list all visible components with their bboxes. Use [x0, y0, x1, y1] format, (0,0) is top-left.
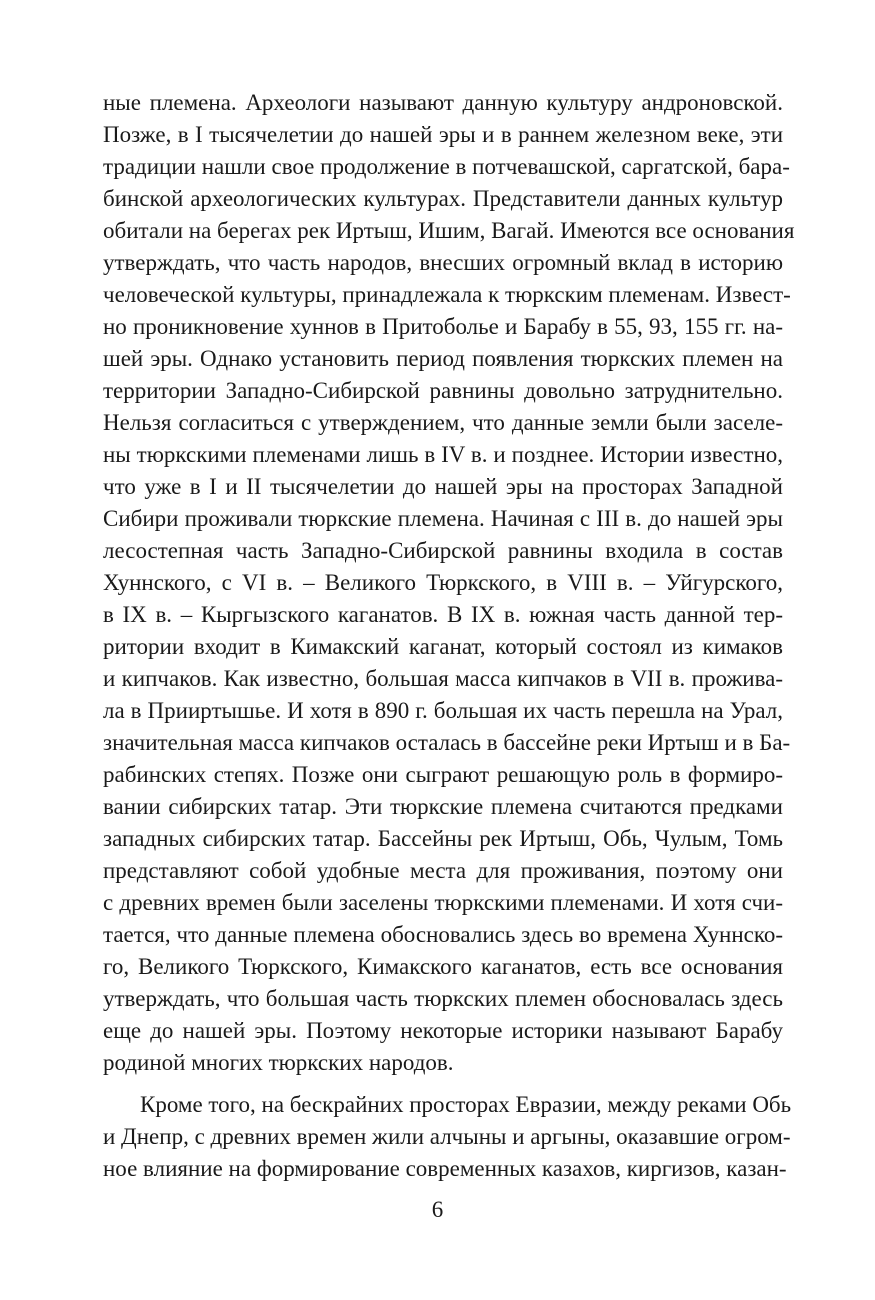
text-line: ны тюркскими племенами лишь в IV в. и позднее. Истории известно, [103, 442, 783, 467]
text-line: ное влияние на формирование современных казахов, киргизов, казан- [103, 1156, 787, 1181]
text-line: с древних времен были заселены тюркскими племенами. И хотя счи- [103, 890, 783, 915]
text-line: рабинских степях. Позже они сыграют решающую роль в формиро- [103, 762, 783, 787]
text-line: значительная масса кипчаков осталась в бассейне реки Иртыш и в Ба- [103, 730, 791, 755]
text-line: обитали на берегах рек Иртыш, Ишим, Вагай. Имеются все основания [103, 218, 795, 243]
text-line: и Днепр, с древних времен жили алчыны и аргыны, оказавшие огром- [103, 1124, 791, 1149]
text-line: традиции нашли свое продолжение в потчевашской, саргатской, бара- [103, 154, 790, 179]
text-line: Позже, в I тысячелетии до нашей эры и в раннем железном веке, эти [103, 122, 783, 147]
text-line: утверждать, что большая часть тюркских племен обосновалась здесь [103, 986, 783, 1011]
text-line: что уже в I и II тысячелетии до нашей эры на просторах Западной [103, 474, 783, 499]
text-line: территории Западно-Сибирской равнины довольно затруднительно. [103, 378, 783, 403]
text-line: утверждать, что часть народов, внесших огромный вклад в историю [103, 250, 783, 275]
text-line: вании сибирских татар. Эти тюркские племена считаются предками [103, 794, 783, 819]
text-line: ритории входит в Кимакский каганат, который состоял из кимаков [103, 634, 783, 659]
text-line: го, Великого Тюркского, Кимакского каганатов, есть все основания [103, 954, 783, 979]
paragraph-gap [103, 1079, 783, 1089]
text-line: еще до нашей эры. Поэтому некоторые историки называют Барабу [103, 1018, 783, 1043]
text-line: ные племена. Археологи называют данную культуру андроновской. [103, 90, 783, 115]
body-text [103, 87, 795, 1185]
text-line: ла в Прииртышье. И хотя в 890 г. большая их часть перешла на Урал, [103, 698, 783, 723]
text-line: человеческой культуры, принадлежала к тюркским племенам. Извест- [103, 282, 791, 307]
text-line: Нельзя согласиться с утверждением, что данные земли были заселе- [103, 410, 783, 435]
text-line: шей эры. Однако установить период появления тюркских племен на [103, 346, 783, 371]
text-line: бинской археологических культурах. Представители данных культур [103, 186, 783, 211]
text-line: и кипчаков. Как известно, большая масса кипчаков в VII в. прожива- [103, 666, 783, 691]
paragraph-1 [103, 87, 795, 1079]
paragraph-2 [103, 1089, 792, 1185]
page-number: 6 [431, 1197, 444, 1222]
text-line: представляют собой удобные места для проживания, поэтому они [103, 858, 783, 883]
text-line: в IX в. – Кыргызского каганатов. В IX в. южная часть данной тер- [103, 602, 783, 627]
text-line: лесостепная часть Западно-Сибирской равнины входила в состав [103, 538, 783, 563]
text-line: родиной многих тюркских народов. [103, 1050, 454, 1075]
text-line: Хуннского, с VI в. – Великого Тюркского, в VIII в. – Уйгурского, [103, 570, 783, 595]
text-line: но проникновение хуннов в Притоболье и Барабу в 55, 93, 155 гг. на- [103, 314, 783, 339]
text-line: западных сибирских татар. Бассейны рек Иртыш, Обь, Чулым, Томь [103, 826, 783, 851]
text-line: тается, что данные племена обосновались здесь во времена Хуннско- [103, 922, 783, 947]
text-line: Сибири проживали тюркские племена. Начиная с III в. до нашей эры [103, 506, 783, 531]
text-line: Кроме того, на бескрайних просторах Евразии, между реками Обь [140, 1092, 792, 1117]
